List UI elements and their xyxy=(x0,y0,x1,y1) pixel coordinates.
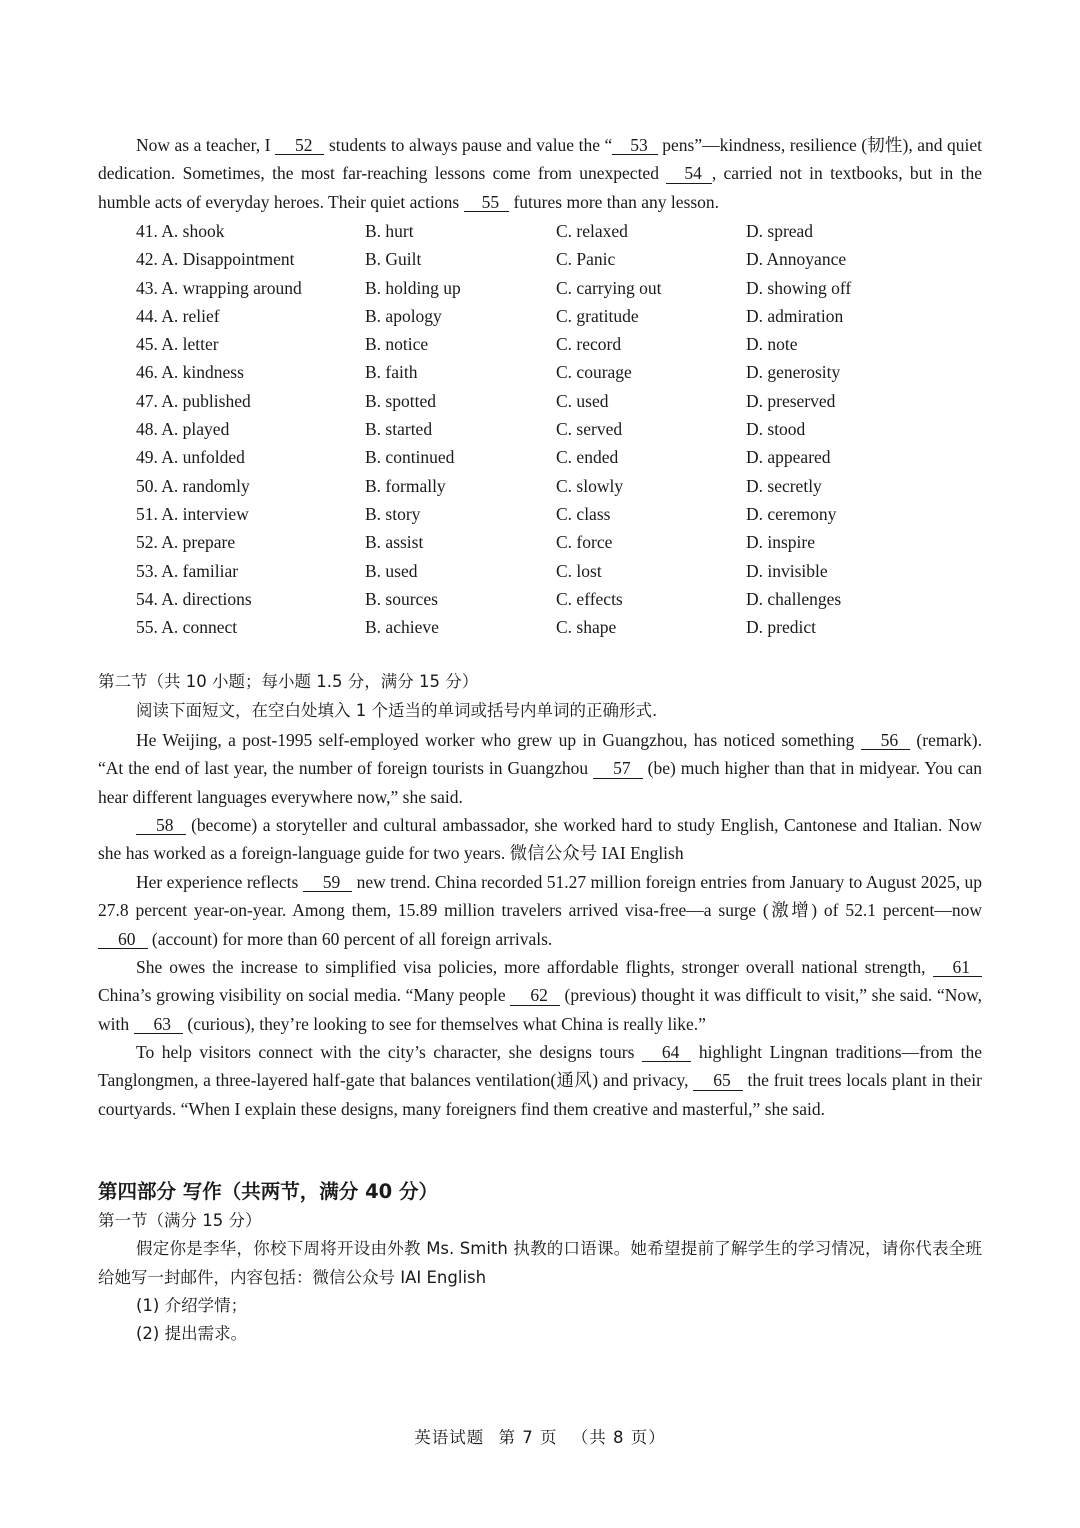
passage-final-paragraph: Now as a teacher, I 52 students to always pause and value the “ 53 pens”—kindness, resilience (韧性), and quiet dedication. Sometimes, the most far-reaching lessons come from unexpected 54 , carried not in textbooks, but in the humble acts of everyday heroes. Their quiet actions 55 futures more than any lesson. xyxy=(98,135,982,212)
option-d[interactable]: D. ceremony xyxy=(746,503,837,524)
option-c[interactable]: C. shape xyxy=(556,617,617,638)
option-d[interactable]: D. invisible xyxy=(746,560,828,581)
option-b[interactable]: B. spotted xyxy=(365,390,436,411)
option-c[interactable]: C. force xyxy=(556,532,613,553)
page-footer xyxy=(0,1424,1080,1448)
option-d[interactable]: D. secretly xyxy=(746,475,822,496)
option-row xyxy=(0,472,1080,500)
option-d[interactable]: D. admiration xyxy=(746,305,844,326)
option-c[interactable]: C. carrying out xyxy=(556,277,662,298)
option-a[interactable]: 50. A. randomly xyxy=(136,475,250,496)
option-c[interactable]: C. effects xyxy=(556,588,623,609)
blank-53[interactable]: 53 xyxy=(612,136,658,155)
writing-prompt: 假定你是李华，你校下周将开设由外教 Ms. Smith 执教的口语课。她希望提前了解学生的学习情况，请你代表全班给她写一封邮件，内容包括：微信公众号 IAI English xyxy=(98,1239,982,1287)
part4-subsection: 第一节（满分 15 分） xyxy=(98,1211,262,1230)
option-c[interactable]: C. ended xyxy=(556,447,619,468)
option-d[interactable]: D. appeared xyxy=(746,447,831,468)
option-b[interactable]: B. story xyxy=(365,503,421,524)
option-a[interactable]: 47. A. published xyxy=(136,390,251,411)
option-d[interactable]: D. predict xyxy=(746,617,816,638)
option-b[interactable]: B. continued xyxy=(365,447,455,468)
option-a[interactable]: 46. A. kindness xyxy=(136,362,244,383)
option-d[interactable]: D. showing off xyxy=(746,277,852,298)
option-row xyxy=(0,302,1080,330)
option-c[interactable]: C. slowly xyxy=(556,475,624,496)
option-b[interactable]: B. holding up xyxy=(365,277,461,298)
blank-64[interactable]: 64 xyxy=(642,1043,692,1062)
option-a[interactable]: 41. A. shook xyxy=(136,221,225,241)
option-row xyxy=(0,358,1080,386)
option-c[interactable]: C. used xyxy=(556,390,609,411)
section2-instruction: 阅读下面短文，在空白处填入 1 个适当的单词或括号内单词的正确形式. xyxy=(136,701,658,720)
option-d[interactable]: D. Annoyance xyxy=(746,249,847,270)
blank-62[interactable]: 62 xyxy=(510,986,560,1005)
blank-52[interactable]: 52 xyxy=(275,136,325,155)
option-d[interactable]: D. preserved xyxy=(746,390,836,411)
writing-item-1: (1) 介绍学情； xyxy=(136,1296,248,1315)
option-row xyxy=(0,500,1080,528)
blank-57[interactable]: 57 xyxy=(593,759,643,778)
option-c[interactable]: C. Panic xyxy=(556,249,616,270)
option-b[interactable]: B. started xyxy=(365,419,433,440)
s2-paragraph-3: Her experience reflects 59 new trend. China recorded 51.27 million foreign entries from January to August 2025, up 27.8 percent year-on-year. Among them, 15.89 million travelers arrived visa-free—a surge (激增) of 52.1 percent—now 60 (account) for more than 60 percent of all foreign arrivals. xyxy=(98,872,982,949)
option-a[interactable]: 51. A. interview xyxy=(136,503,249,524)
option-b[interactable]: B. achieve xyxy=(365,617,439,638)
part4-heading: 第四部分 写作（共两节，满分 40 分） xyxy=(98,1180,439,1203)
blank-56[interactable]: 56 xyxy=(861,731,911,750)
option-row xyxy=(0,443,1080,471)
option-b[interactable]: B. formally xyxy=(365,475,446,496)
option-row xyxy=(0,387,1080,415)
option-d[interactable]: D. note xyxy=(746,334,798,355)
blank-59[interactable]: 59 xyxy=(303,873,353,892)
option-b[interactable]: B. faith xyxy=(365,362,418,383)
option-row xyxy=(0,585,1080,613)
s2-paragraph-4: She owes the increase to simplified visa policies, more affordable flights, stronger overall national strength, 61 China’s growing visibility on social media. “Many people 62 (previous) thought it was difficult to visit,” she said. “Now, with 63 (curious), they’re looking to see for themselves what China is really like.” xyxy=(98,957,982,1034)
option-row xyxy=(0,528,1080,556)
blank-58[interactable]: 58 xyxy=(136,816,186,835)
blank-55[interactable]: 55 xyxy=(464,193,510,212)
option-row xyxy=(0,245,1080,273)
option-a[interactable]: 49. A. unfolded xyxy=(136,447,245,468)
option-d[interactable]: D. spread xyxy=(746,221,814,241)
blank-63[interactable]: 63 xyxy=(134,1015,184,1034)
option-a[interactable]: 53. A. familiar xyxy=(136,560,239,581)
option-c[interactable]: C. class xyxy=(556,503,611,524)
option-a[interactable]: 45. A. letter xyxy=(136,334,219,355)
option-a[interactable]: 42. A. Disappointment xyxy=(136,249,295,270)
option-row xyxy=(0,217,1080,245)
option-d[interactable]: D. generosity xyxy=(746,362,841,383)
option-c[interactable]: C. courage xyxy=(556,362,632,383)
option-b[interactable]: B. sources xyxy=(365,588,438,609)
footer-total: （共 8 页） xyxy=(571,1428,666,1447)
option-b[interactable]: B. apology xyxy=(365,305,442,326)
option-a[interactable]: 44. A. relief xyxy=(136,305,220,326)
option-b[interactable]: B. assist xyxy=(365,532,424,553)
option-a[interactable]: 43. A. wrapping around xyxy=(136,277,302,298)
option-c[interactable]: C. gratitude xyxy=(556,305,639,326)
blank-60[interactable]: 60 xyxy=(98,930,148,949)
option-b[interactable]: B. notice xyxy=(365,334,429,355)
option-row xyxy=(0,613,1080,641)
footer-subject: 英语试题 xyxy=(414,1428,485,1447)
option-d[interactable]: D. challenges xyxy=(746,588,842,609)
option-b[interactable]: B. hurt xyxy=(365,221,414,241)
blank-54[interactable]: 54 xyxy=(666,164,712,183)
option-row xyxy=(0,330,1080,358)
s2-paragraph-2: 58 (become) a storyteller and cultural ambassador, she worked hard to study English, Cantonese and Italian. Now she has worked as a foreign-language guide for two years. 微信公众号 IAI English xyxy=(98,815,982,864)
option-a[interactable]: 54. A. directions xyxy=(136,588,252,609)
blank-65[interactable]: 65 xyxy=(693,1071,743,1090)
option-d[interactable]: D. inspire xyxy=(746,532,816,553)
option-d[interactable]: D. stood xyxy=(746,419,806,440)
option-row xyxy=(0,557,1080,585)
option-c[interactable]: C. relaxed xyxy=(556,221,628,241)
s2-paragraph-1: He Weijing, a post-1995 self-employed worker who grew up in Guangzhou, has noticed something 56 (remark). “At the end of last year, the number of foreign tourists in Guangzhou 57 (be) much higher than that in midyear. You can hear different languages everywhere now,” she said. xyxy=(98,730,982,807)
option-c[interactable]: C. record xyxy=(556,334,622,355)
blank-61[interactable]: 61 xyxy=(933,958,983,977)
option-row xyxy=(0,415,1080,443)
option-row xyxy=(0,274,1080,302)
option-a[interactable]: 48. A. played xyxy=(136,419,230,440)
writing-item-2: (2) 提出需求。 xyxy=(136,1324,248,1343)
option-b[interactable]: B. Guilt xyxy=(365,249,422,270)
option-a[interactable]: 52. A. prepare xyxy=(136,532,236,553)
footer-page: 第 7 页 xyxy=(498,1428,558,1447)
s2-paragraph-5: To help visitors connect with the city’s character, she designs tours 64 highlight Lingnan traditions—from the Tanglongmen, a three-layered half-gate that balances ventilation(通风) and privacy, 65 the fruit trees locals plant in their courtyards. “When I explain these designs, many foreigners find them creative and masterful,” she said. xyxy=(98,1042,982,1119)
option-c[interactable]: C. lost xyxy=(556,560,602,581)
section2-title: 第二节（共 10 小题；每小题 1.5 分，满分 15 分） xyxy=(98,672,479,691)
option-b[interactable]: B. used xyxy=(365,560,418,581)
cloze-options xyxy=(0,217,1080,641)
option-c[interactable]: C. served xyxy=(556,419,623,440)
option-a[interactable]: 55. A. connect xyxy=(136,617,238,638)
